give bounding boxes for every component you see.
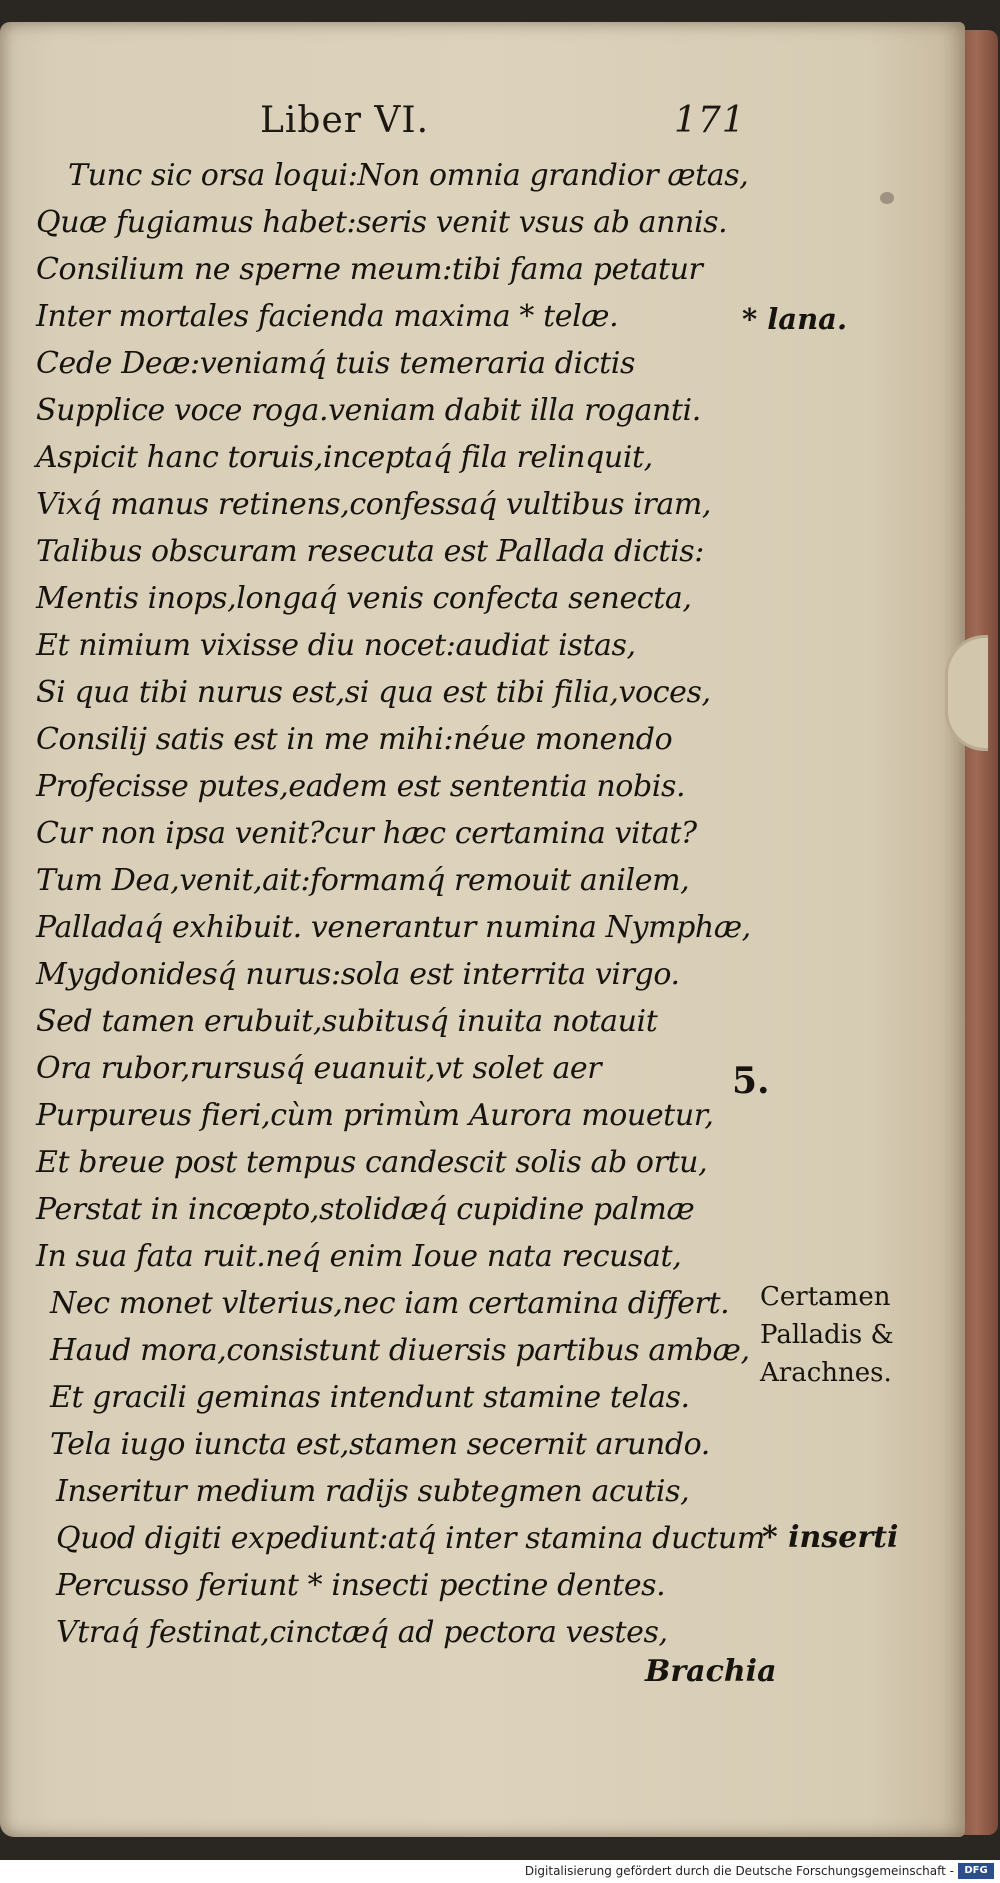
verse-line: Talibus obscuram resecuta est Pallada dictis: bbox=[36, 534, 704, 569]
verse-line: Aspicit hanc toruis,inceptaq́ fila relinquit, bbox=[36, 440, 653, 475]
side-note-lana: * lana. bbox=[742, 302, 848, 336]
verse-line: Purpureus fieri,cùm primùm Aurora mouetur, bbox=[36, 1098, 714, 1133]
verse-line: Consilium ne sperne meum:tibi fama petatur bbox=[36, 252, 703, 287]
verse-line: Percusso feriunt * insecti pectine dentes. bbox=[56, 1568, 666, 1603]
verse-line: Ora rubor,rursusq́ euanuit,vt solet aer bbox=[36, 1051, 602, 1086]
side-note-marker: 5. bbox=[732, 1060, 770, 1102]
verse-line: Mentis inops,longaq́ venis confecta senecta, bbox=[36, 581, 692, 616]
ink-spot bbox=[880, 192, 894, 204]
side-note-line: Certamen bbox=[760, 1282, 891, 1312]
verse-line: Tum Dea,venit,ait:formamq́ remouit anilem, bbox=[36, 863, 690, 898]
verse-line: Tunc sic orsa loqui:Non omnia grandior ætas, bbox=[68, 158, 749, 193]
verse-line: Palladaq́ exhibuit. venerantur numina Nymphæ, bbox=[36, 910, 751, 945]
verse-line: Perstat in incœpto,stolidæq́ cupidine palmæ bbox=[36, 1192, 695, 1227]
side-note-certamen bbox=[760, 1278, 894, 1392]
verse-line: Si qua tibi nurus est,si qua est tibi filia,voces, bbox=[36, 675, 711, 710]
page-fore-edge bbox=[962, 30, 998, 1835]
verse-line: Profecisse putes,eadem est sententia nobis. bbox=[36, 769, 686, 804]
verse-line: Mygdonidesq́ nurus:sola est interrita virgo. bbox=[36, 957, 680, 992]
verse-line: Inseritur medium radijs subtegmen acutis, bbox=[56, 1474, 690, 1509]
footer-bar bbox=[0, 1860, 1000, 1883]
side-note-line: Arachnes. bbox=[760, 1358, 892, 1388]
verse-line: Et gracili geminas intendunt stamine telas. bbox=[50, 1380, 690, 1415]
footer-credit: Digitalisierung gefördert durch die Deutsche Forschungsgemeinschaft - bbox=[524, 1864, 954, 1878]
verse-line: In sua fata ruit.neq́ enim Ioue nata recusat, bbox=[36, 1239, 682, 1274]
verse-line: Haud mora,consistunt diuersis partibus ambæ, bbox=[50, 1333, 750, 1368]
verse-line: Tela iugo iuncta est,stamen secernit arundo. bbox=[50, 1427, 710, 1462]
verse-line: Et nimium vixisse diu nocet:audiat istas, bbox=[36, 628, 636, 663]
side-note-line: Palladis & bbox=[760, 1320, 894, 1350]
verse-line: Consilij satis est in me mihi:néue monendo bbox=[36, 722, 673, 757]
dfg-logo-icon: DFG bbox=[958, 1863, 994, 1879]
verse-line: Supplice voce roga.veniam dabit illa roganti. bbox=[36, 393, 701, 428]
verse-line: Cede Deæ:veniamq́ tuis temeraria dictis bbox=[36, 346, 635, 381]
side-note-inserti: * inserti bbox=[762, 1520, 899, 1555]
catchword: Brachia bbox=[645, 1654, 777, 1689]
page-clasp bbox=[945, 635, 988, 751]
verse-line: Quæ fugiamus habet:seris venit vsus ab annis. bbox=[36, 205, 728, 240]
page-number: 171 bbox=[674, 100, 746, 141]
verse-line: Cur non ipsa venit?cur hæc certamina vitat? bbox=[36, 816, 697, 851]
verse-line: Nec monet vlterius,nec iam certamina differt. bbox=[50, 1286, 730, 1321]
verse-line: Vixq́ manus retinens,confessaq́ vultibus iram, bbox=[36, 487, 712, 522]
verse-line: Et breue post tempus candescit solis ab ortu, bbox=[36, 1145, 708, 1180]
verse-line: Sed tamen erubuit,subitusq́ inuita notauit bbox=[36, 1004, 658, 1039]
running-head-title: Liber VI. bbox=[260, 100, 430, 141]
verse-line: Vtraq́ festinat,cinctæq́ ad pectora vestes, bbox=[56, 1615, 668, 1650]
verse-line: Inter mortales facienda maxima * telæ. bbox=[36, 299, 619, 334]
verse-line: Quod digiti expediunt:atq́ inter stamina ductum bbox=[56, 1521, 765, 1556]
